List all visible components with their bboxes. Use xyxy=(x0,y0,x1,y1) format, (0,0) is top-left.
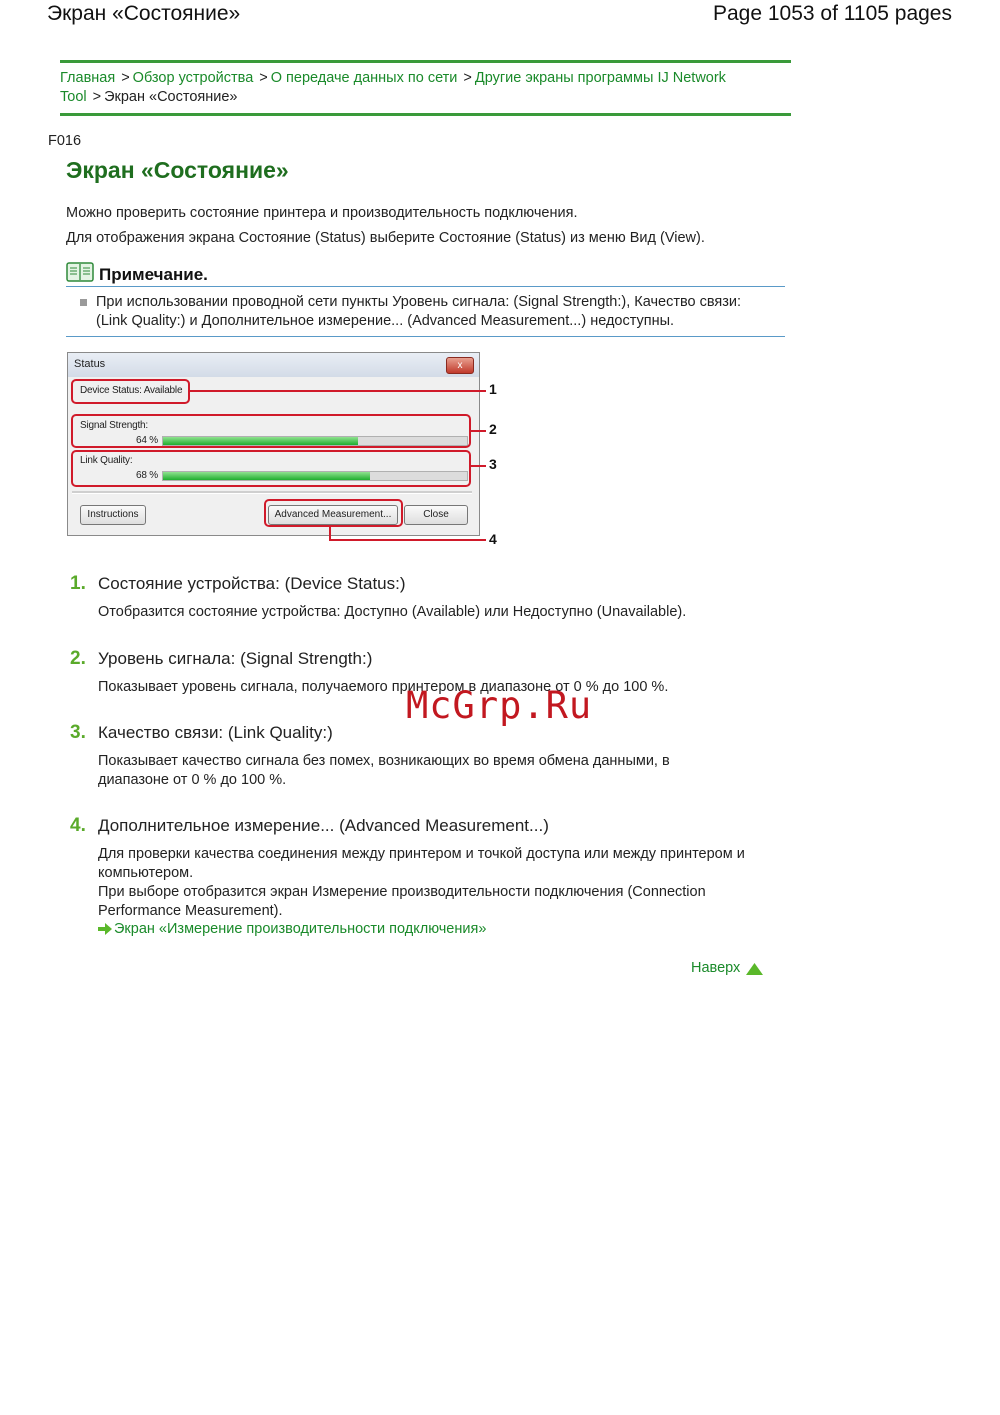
breadcrumb-home-link[interactable]: Главная xyxy=(60,70,116,86)
device-status-text: Device Status: Available xyxy=(80,385,183,396)
signal-strength-label: Signal Strength: xyxy=(80,420,148,431)
callout-line-1 xyxy=(188,390,486,392)
document-code: F016 xyxy=(48,133,82,149)
callout-line-4b xyxy=(329,539,486,541)
item-text-link-quality: Показывает качество сигнала без помех, возникающих во время обмена данными, в диапазоне от 0 % до 100 %. xyxy=(98,753,670,788)
close-button[interactable]: Close xyxy=(404,505,468,525)
item-number-4: 4. xyxy=(70,815,86,836)
item-title-signal-strength: Уровень сигнала: (Signal Strength:) xyxy=(98,649,373,668)
arrow-right-icon xyxy=(98,923,112,935)
breadcrumb-other-screens-link[interactable]: Другие экраны программы IJ Network Tool xyxy=(60,70,726,105)
page-number-info: Page 1053 of 1105 pages xyxy=(713,2,952,25)
bullet-icon xyxy=(80,299,87,306)
callout-2: 2 xyxy=(489,421,497,437)
highlight-box-3 xyxy=(71,450,471,487)
note-book-icon xyxy=(66,262,94,282)
link-quality-value: 68 % xyxy=(136,470,158,481)
highlight-box-4 xyxy=(264,499,403,527)
arrow-up-icon[interactable] xyxy=(746,963,763,975)
dialog-title: Status xyxy=(74,358,106,370)
breadcrumb xyxy=(60,60,791,116)
back-to-top-link[interactable]: Наверх xyxy=(691,960,741,976)
breadcrumb-current: Экран «Состояние» xyxy=(104,89,238,105)
signal-strength-value: 64 % xyxy=(136,435,158,446)
intro-paragraph-1: Можно проверить состояние принтера и производительность подключения. xyxy=(66,205,578,221)
breadcrumb-device-overview-link[interactable]: Обзор устройства xyxy=(132,70,254,86)
item-title-link-quality: Качество связи: (Link Quality:) xyxy=(98,723,333,742)
dialog-separator xyxy=(72,491,472,494)
highlight-box-1 xyxy=(71,379,190,404)
item-text-device-status: Отобразится состояние устройства: Доступно (Available) или Недоступно (Unavailable). xyxy=(98,604,687,620)
note-header xyxy=(66,262,785,287)
item-title-advanced-measurement: Дополнительное измерение... (Advanced Measurement...) xyxy=(98,816,549,835)
note-title: Примечание. xyxy=(99,265,208,284)
callout-4: 4 xyxy=(489,531,497,547)
intro-paragraph-2: Для отображения экрана Состояние (Status) выберите Состояние (Status) из меню Вид (View). xyxy=(66,230,705,246)
highlight-box-2 xyxy=(71,414,471,448)
item-text-advanced-measurement-1: Для проверки качества соединения между принтером и точкой доступа или между принтером и компьютером. xyxy=(98,846,745,881)
callout-3: 3 xyxy=(489,456,497,472)
breadcrumb-separator: > xyxy=(463,70,472,86)
item-text-signal-strength: Показывает уровень сигнала, получаемого принтером в диапазоне от 0 % до 100 %. xyxy=(98,679,669,695)
breadcrumb-network-link[interactable]: О передаче данных по сети xyxy=(270,70,458,86)
item-text-advanced-measurement-2: При выборе отобразится экран Измерение производительности подключения (Connection Performance Measurement). xyxy=(98,884,706,919)
watermark: McGrp.Ru xyxy=(406,684,593,727)
dialog-close-icon: x xyxy=(446,357,474,374)
dialog-titlebar xyxy=(68,353,479,377)
item-number-2: 2. xyxy=(70,648,86,669)
callout-line-4a xyxy=(329,525,331,540)
note-text: При использовании проводной сети пункты Уровень сигнала: (Signal Strength:), Качество связи: (Link Quality:) и Дополнительное измерение... (Advanced Measurement...) недоступны. xyxy=(96,294,742,329)
item-title-device-status: Состояние устройства: (Device Status:) xyxy=(98,574,406,593)
item-number-3: 3. xyxy=(70,722,86,743)
link-quality-label: Link Quality: xyxy=(80,455,133,466)
advanced-measurement-button[interactable]: Advanced Measurement... xyxy=(268,505,398,525)
instructions-button[interactable]: Instructions xyxy=(80,505,146,525)
connection-performance-link[interactable]: Экран «Измерение производительности подключения» xyxy=(114,921,487,937)
page-header-title: Экран «Состояние» xyxy=(47,2,241,25)
note-body xyxy=(66,292,785,337)
callout-line-2 xyxy=(469,430,486,432)
callout-1: 1 xyxy=(489,381,497,397)
callout-line-3 xyxy=(469,465,486,467)
item-number-1: 1. xyxy=(70,573,86,594)
breadcrumb-separator: > xyxy=(121,70,130,86)
breadcrumb-separator: > xyxy=(92,89,102,105)
page-title: Экран «Состояние» xyxy=(66,157,289,183)
breadcrumb-separator: > xyxy=(259,70,268,86)
